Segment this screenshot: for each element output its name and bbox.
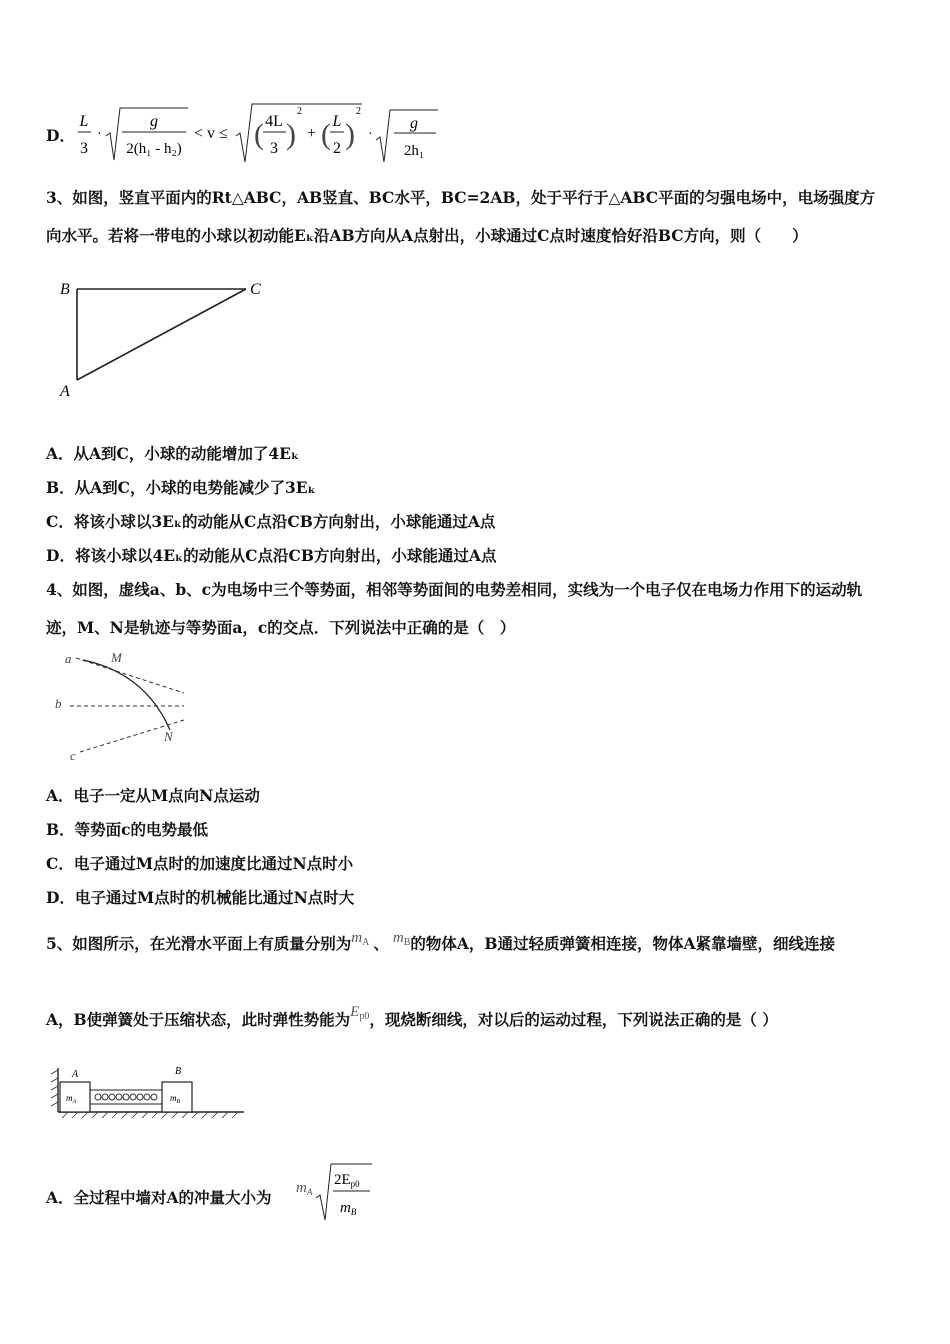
- q5-sep: 、: [373, 934, 389, 953]
- q5-line1-part2: 的物体A，B通过轻质弹簧相连接，物体A紧靠墙壁，细线连接: [410, 934, 836, 953]
- prev-option-d: [46, 100, 446, 166]
- svg-text:·: ·: [368, 127, 373, 142]
- formula-lhs-sqrt-num: g: [150, 113, 158, 130]
- q4-label-a: a: [65, 651, 72, 666]
- q5-mb-sub: B: [403, 937, 411, 948]
- q5-line2-part2: ，现烧断细线，对以后的运动过程，下列说法正确的是（ ）: [369, 1010, 778, 1029]
- svg-text:mA: $m_A$: [296, 1180, 313, 1197]
- q4-stem-line1: 4、如图，虚线a、b、c为电场中三个等势面，相邻等势面间的电势差相同，实线为一个电子仅在电场力作用下的运动轨: [46, 580, 863, 599]
- svg-text:): ): [286, 118, 296, 151]
- formula-plus: +: [307, 125, 317, 142]
- q3-option-a: A．从A到C，小球的动能增加了4Eₖ: [46, 444, 300, 463]
- svg-text:mB: $m_B$: [340, 1200, 357, 1217]
- prev-option-d-formula: [76, 100, 446, 166]
- q4-label-n: N: [164, 729, 173, 744]
- q3-label-b: B: [60, 281, 70, 298]
- formula-rhs-t2-num: L: [332, 113, 342, 130]
- q3-stem-line2: 向水平。若将一带电的小球以初动能Eₖ沿AB方向从A点射出，小球通过C点时速度恰好沿BC方向，则（ ）: [46, 226, 808, 245]
- formula-lhs-num: L: [79, 113, 89, 130]
- svg-text:·: ·: [97, 127, 102, 142]
- formula-lhs-den: 3: [80, 140, 88, 157]
- q4-option-a: A．电子一定从M点向N点运动: [46, 786, 260, 805]
- q5-line2-part1: A，B使弹簧处于压缩状态，此时弹性势能为: [46, 1010, 351, 1029]
- q5-option-a-formula: [294, 1158, 384, 1224]
- q5-fig-label-b: B: [175, 1066, 182, 1077]
- formula-rhs-t1-num: 4L: [265, 113, 283, 130]
- q5-ep-sub: p0: [359, 1011, 370, 1022]
- q4-option-b: B．等势面c的电势最低: [46, 820, 209, 839]
- q5-ma: m: [351, 930, 363, 946]
- formula-sq-1: 2: [297, 106, 302, 117]
- formula-rhs-t1-den: 3: [270, 140, 278, 157]
- svg-text:(: (: [321, 118, 331, 151]
- q5-spring-figure: [48, 1060, 248, 1122]
- q3-stem-line1: 3、如图，竖直平面内的Rt△ABC，AB竖直、BC水平，BC=2AB，处于平行于△ABC平面的匀强电场中，电场强度方: [46, 188, 876, 207]
- q5-fig-label-mb: $m_B$: [170, 1093, 181, 1105]
- prev-option-d-label: D．: [46, 126, 75, 145]
- q5-stem-line1: [46, 932, 835, 955]
- q5-stem-line2: [46, 1004, 778, 1031]
- q3-label-c: C: [250, 281, 261, 298]
- q4-label-m: M: [111, 650, 122, 665]
- q5-option-a: [46, 1186, 272, 1208]
- q5-mb: m: [392, 930, 404, 946]
- formula-rhs-sqrt-num: g: [410, 115, 418, 132]
- q4-option-d: D．电子通过M点时的机械能比通过N点时大: [46, 888, 355, 907]
- q5-fig-label-ma: $m_A$: [66, 1093, 77, 1105]
- q4-equipotential-figure: [50, 648, 200, 768]
- q4-option-c: C．电子通过M点时的加速度比通过N点时小: [46, 854, 354, 873]
- formula-sq-2: 2: [356, 106, 361, 117]
- q5-option-a-text: A．全过程中墙对A的冲量大小为: [46, 1188, 272, 1207]
- q3-option-c: C．将该小球以3Eₖ的动能从C点沿CB方向射出，小球能通过A点: [46, 512, 496, 531]
- q3-label-a: A: [60, 383, 70, 400]
- q5-fig-label-a: A: [72, 1069, 79, 1080]
- q3-triangle-figure: [50, 272, 280, 407]
- q3-option-b: B．从A到C，小球的电势能减少了3Eₖ: [46, 478, 316, 497]
- formula-rhs-t2-den: 2: [333, 140, 341, 157]
- q5-ma-sub: A: [362, 937, 370, 948]
- q3-option-d: D．将该小球以4Eₖ的动能从C点沿CB方向射出，小球能通过A点: [46, 546, 497, 565]
- q5-line1-part1: 5、如图所示，在光滑水平面上有质量分别为: [46, 934, 352, 953]
- formula-lhs-sqrt-den: 2(h₁ - h₂): [126, 141, 182, 157]
- formula-rhs-sqrt-den: 2h₁: [403, 143, 425, 159]
- q4-label-c: c: [70, 748, 76, 763]
- q4-stem-line2: 迹，M、N是轨迹与等势面a，c的交点．下列说法中正确的是（ ）: [46, 618, 516, 637]
- svg-text:): ): [345, 118, 355, 151]
- q5-ep: E: [350, 1004, 360, 1020]
- svg-text:(: (: [254, 118, 264, 151]
- formula-ineq: < v ≤: [194, 125, 228, 142]
- q4-label-b: b: [55, 696, 62, 711]
- svg-text:2Ep0: $2E_{p0}$: [334, 1172, 360, 1189]
